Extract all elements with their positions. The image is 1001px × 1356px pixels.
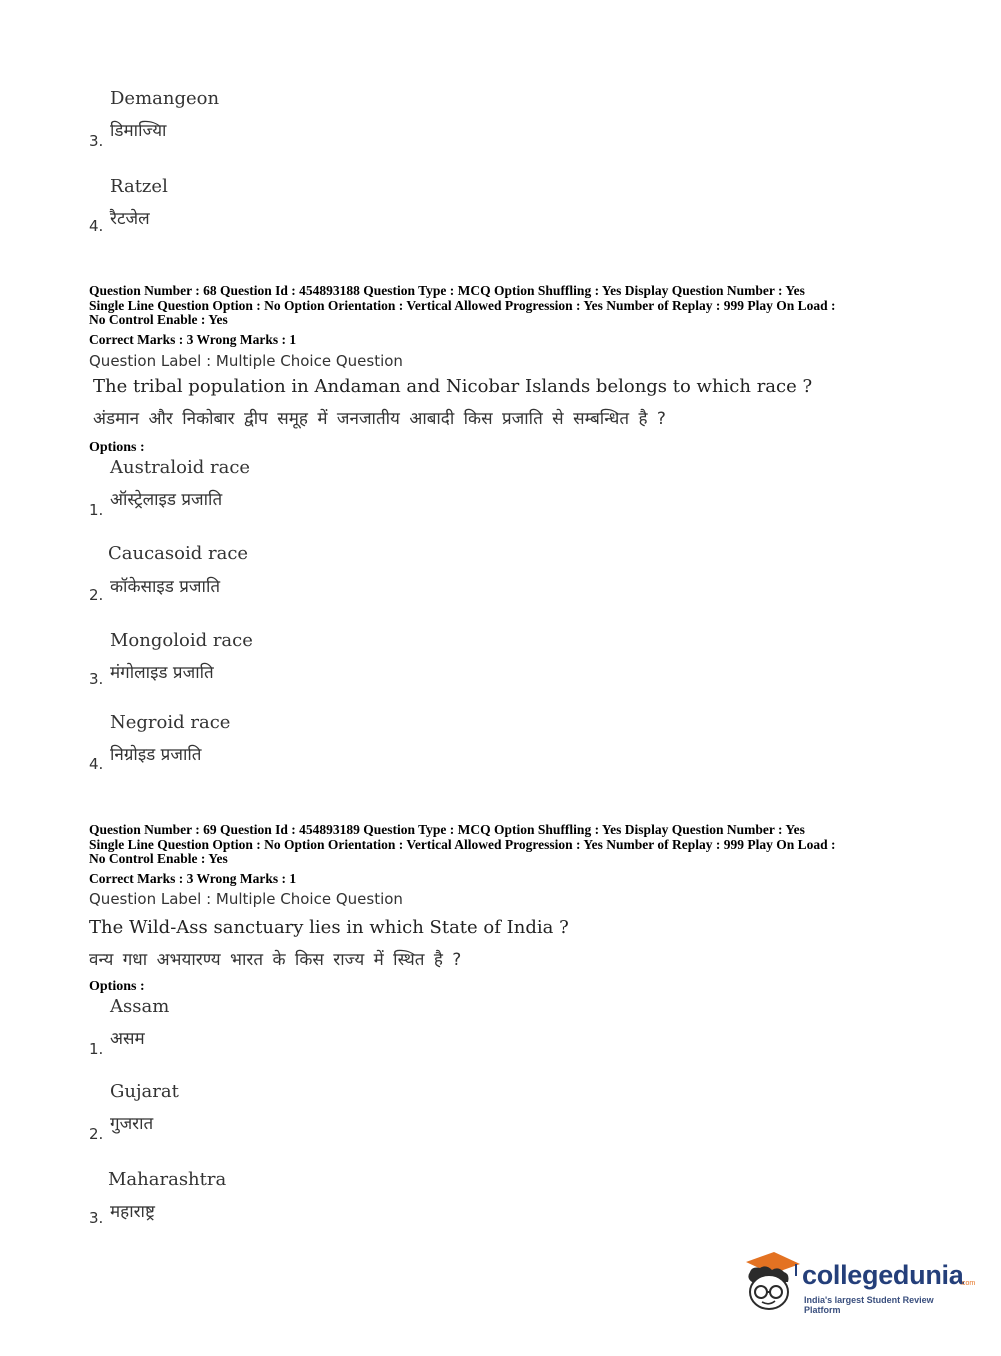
question-meta: [89, 823, 836, 867]
option-text-hi[interactable]: असम: [110, 1029, 145, 1049]
meta-line: Question Number : 69 Question Id : 454893189 Question Type : MCQ Option Shuffling : Yes Display Question Number : Yes: [89, 822, 805, 837]
option-text-hi: रैटजेल: [110, 209, 150, 229]
option-number: 1.: [89, 1040, 104, 1058]
meta-line: No Control Enable : Yes: [89, 312, 228, 327]
option-text-en: Demangeon: [110, 88, 220, 109]
options-header: Options :: [89, 979, 145, 994]
question-label: Question Label : Multiple Choice Question: [89, 352, 403, 370]
option-number: 1.: [89, 501, 104, 519]
option-number: 4.: [89, 217, 104, 235]
option-text-en[interactable]: Gujarat: [110, 1081, 179, 1102]
question-meta: [89, 284, 836, 328]
meta-line: No Control Enable : Yes: [89, 851, 228, 866]
option-text-hi: डिमाज्यिा: [110, 121, 167, 141]
option-number: 2.: [89, 1125, 104, 1143]
option-text-hi[interactable]: गुजरात: [110, 1114, 154, 1134]
option-text-en[interactable]: Maharashtra: [108, 1169, 227, 1190]
option-number: 2.: [89, 586, 104, 604]
mascot-icon: [742, 1250, 800, 1312]
option-text-en[interactable]: Australoid race: [110, 457, 251, 478]
meta-line: Single Line Question Option : No Option Orientation : Vertical Allowed Progression : Yes Number of Replay : 999 Play On Load :: [89, 836, 836, 852]
option-text-hi[interactable]: महाराष्ट्र: [110, 1202, 155, 1222]
option-text-en[interactable]: Assam: [110, 996, 170, 1017]
option-number: 3.: [89, 670, 104, 688]
option-text-en[interactable]: Mongoloid race: [110, 630, 253, 651]
brand-tagline: India's largest Student Review Platform: [804, 1295, 934, 1315]
option-text-hi[interactable]: कॉकेसाइड प्रजाति: [110, 577, 221, 597]
option-text-hi[interactable]: ऑस्ट्रेलाइड प्रजाति: [110, 490, 223, 510]
options-header: Options :: [89, 440, 145, 455]
question-marks: Correct Marks : 3 Wrong Marks : 1: [89, 332, 297, 347]
question-label: Question Label : Multiple Choice Question: [89, 890, 403, 908]
question-text-hi: वन्य गधा अभयारण्य भारत के किस राज्य में स्थित है ?: [89, 950, 462, 970]
meta-line: Question Number : 68 Question Id : 454893188 Question Type : MCQ Option Shuffling : Yes Display Question Number : Yes: [89, 283, 805, 298]
question-text-hi: अंडमान और निकोबार द्वीप समूह में जनजातीय आबादी किस प्रजाति से सम्बन्धित है ?: [93, 409, 666, 429]
brand-name: collegedunia: [802, 1260, 964, 1290]
question-text-en: The Wild-Ass sanctuary lies in which State of India ?: [89, 917, 569, 938]
option-text-en: Ratzel: [110, 176, 168, 197]
option-number: 3.: [89, 132, 104, 150]
option-number: 3.: [89, 1209, 104, 1227]
meta-line: Single Line Question Option : No Option Orientation : Vertical Allowed Progression : Yes Number of Replay : 999 Play On Load :: [89, 297, 836, 313]
option-text-en[interactable]: Negroid race: [110, 712, 231, 733]
option-text-hi[interactable]: मंगोलाइड प्रजाति: [110, 663, 214, 683]
option-text-en[interactable]: Caucasoid race: [108, 543, 249, 564]
brand-domain: .com: [960, 1280, 976, 1287]
question-text-en: The tribal population in Andaman and Nicobar Islands belongs to which race ?: [93, 376, 813, 397]
question-marks: Correct Marks : 3 Wrong Marks : 1: [89, 871, 297, 886]
brand-logo[interactable]: [742, 1250, 976, 1315]
option-text-hi[interactable]: निग्रोइड प्रजाति: [110, 745, 202, 765]
option-number: 4.: [89, 755, 104, 773]
